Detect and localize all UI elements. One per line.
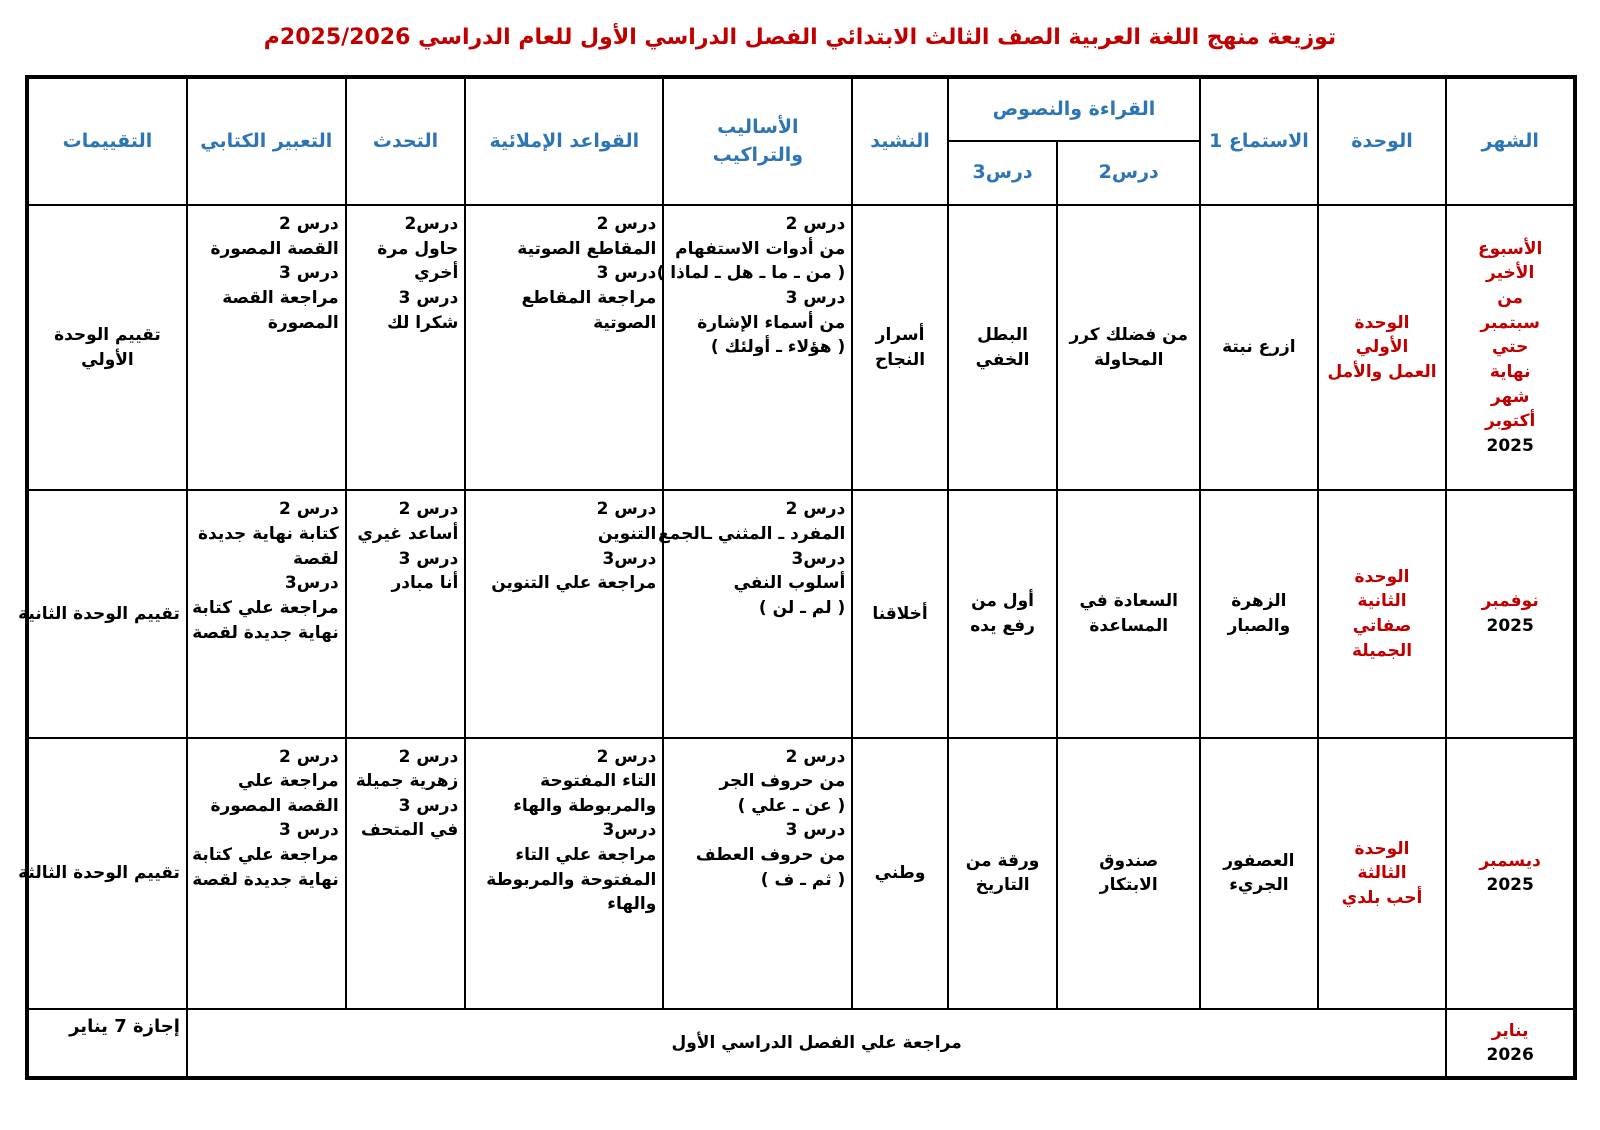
reading-lesson2-cell — [1057, 205, 1200, 490]
writing-cell — [187, 738, 346, 1010]
text-line: مراجعة علي كتابة — [192, 598, 339, 619]
text-line: نوفمبر — [1481, 591, 1539, 612]
header-evaluations: التقييمات — [27, 77, 187, 205]
text-line: كتابة نهاية جديدة — [197, 524, 339, 545]
text-line: من حروف العطف — [695, 845, 846, 866]
text-line: 2025 — [1486, 435, 1534, 456]
anthem-cell — [852, 738, 947, 1010]
text-line: من — [1497, 288, 1524, 309]
text-line: أكتوبر — [1485, 411, 1536, 432]
text-line: العصفور — [1223, 850, 1295, 871]
month-cell — [1446, 738, 1575, 1010]
page-title: توزيعة منهج اللغة العربية الصف الثالث الابتدائي الفصل الدراسي الأول للعام الدراسي 2025/2026م — [263, 25, 1337, 50]
text-line: درس3 — [602, 548, 657, 569]
table-row-final — [27, 1009, 1575, 1078]
text-line: النجاح — [875, 349, 926, 370]
text-line: والمربوطة والهاء — [513, 795, 657, 816]
text-line: المساعدة — [1089, 615, 1169, 636]
text-line: أخري — [414, 263, 459, 284]
text-line: تقييم الوحدة الثانية — [18, 603, 180, 624]
text-line: ديسمبر — [1479, 850, 1541, 871]
semester-review-cell: مراجعة علي الفصل الدراسي الأول — [187, 1009, 1446, 1078]
text-line: الجريء — [1229, 875, 1289, 896]
text-line: أنا مبادر — [391, 573, 459, 594]
text-line: القصة المصورة — [210, 795, 339, 816]
listening-cell — [1200, 738, 1318, 1010]
anthem-cell — [852, 205, 947, 490]
text-line: درس 3 — [278, 263, 339, 284]
header-styles: الأساليب والتراكيب — [663, 77, 852, 205]
text-line: درس 3 — [398, 287, 459, 308]
text-line: ( هؤلاء ـ أولئك ) — [710, 337, 846, 358]
text-line: الجميلة — [1351, 640, 1413, 661]
header-speaking: التحدث — [346, 77, 466, 205]
listening-cell — [1200, 205, 1318, 490]
text-line: من حروف الجر — [719, 771, 846, 792]
text-line: صندوق — [1099, 850, 1159, 871]
text-line: تقييم الوحدة — [54, 325, 161, 346]
text-line: وطني — [874, 863, 926, 884]
anthem-cell — [852, 490, 947, 737]
month-cell — [1446, 205, 1575, 490]
text-line: الابتكار — [1099, 875, 1158, 896]
evaluation-cell — [18, 738, 187, 1010]
text-line: أساعد غيري — [357, 524, 459, 545]
text-line: درس 2 — [278, 746, 339, 767]
text-line: يناير — [1491, 1020, 1529, 1041]
text-line: ازرع نبتة — [1222, 337, 1296, 358]
text-line: درس 2 — [596, 746, 657, 767]
text-line: حتي — [1491, 337, 1529, 358]
text-line: مراجعة علي التاء — [515, 845, 657, 866]
text-line: التاريخ — [975, 875, 1030, 896]
text-line: درس 2 — [398, 746, 459, 767]
text-line: الأولي — [1355, 337, 1409, 358]
text-line: والهاء — [607, 894, 657, 915]
text-line: ورقة من — [965, 850, 1040, 871]
header-month: الشهر — [1446, 77, 1575, 205]
text-line: في المتحف — [361, 820, 459, 841]
text-line: أخلاقنا — [872, 603, 928, 624]
text-line: 2025 — [1486, 875, 1534, 896]
text-line: درس 2 — [278, 214, 339, 234]
evaluation-cell — [27, 205, 187, 490]
text-line: سبتمبر — [1480, 312, 1540, 333]
text-line: أسرار — [875, 325, 925, 346]
unit-cell — [1318, 490, 1447, 737]
spelling-cell — [465, 738, 663, 1010]
text-line: أسلوب النفي — [733, 573, 846, 594]
text-line: حاول مرة — [377, 238, 459, 259]
text-line: الأخير — [1486, 263, 1535, 284]
styles-cell — [663, 738, 852, 1010]
text-line: أحب بلدي — [1341, 887, 1423, 908]
text-line: مراجعة القصة — [222, 287, 339, 308]
text-line: شهر — [1490, 386, 1530, 407]
writing-cell — [187, 205, 346, 490]
spelling-cell — [465, 490, 663, 737]
text-line: المحاولة — [1093, 349, 1164, 370]
reading-lesson3-cell — [948, 205, 1058, 490]
header-spelling: القواعد الإملائية — [465, 77, 663, 205]
text-line: ( لم ـ لن ) — [758, 598, 846, 619]
table-row — [27, 490, 1575, 737]
speaking-cell — [346, 738, 466, 1010]
text-line: درس 2 — [785, 214, 846, 234]
text-line: من أسماء الإشارة — [697, 312, 846, 333]
text-line: الوحدة — [1354, 838, 1410, 859]
text-line: درس 3 — [785, 287, 846, 308]
header-reading-lesson2: درس2 — [1057, 141, 1200, 205]
text-line: الوحدة — [1354, 312, 1410, 333]
month-cell — [1446, 1009, 1575, 1078]
text-line: مراجعة علي التنوين — [491, 573, 657, 594]
speaking-cell — [346, 490, 466, 737]
unit-cell — [1318, 205, 1447, 490]
reading-lesson3-cell — [948, 490, 1058, 737]
text-line: الوحدة — [1354, 566, 1410, 587]
reading-lesson2-cell — [1057, 490, 1200, 737]
header-writing: التعبير الكتابي — [187, 77, 346, 205]
text-line: درس3 — [284, 573, 339, 594]
text-line: التاء المفتوحة — [540, 771, 657, 792]
text-line: البطل — [977, 325, 1029, 346]
text-line: ( من ـ ما ـ هل ـ لماذا ) — [656, 263, 846, 284]
text-line: القصة المصورة — [210, 238, 339, 259]
text-line: من أدوات الاستفهام — [675, 238, 846, 259]
text-line: نهاية — [1489, 362, 1531, 383]
text-line: درس 3 — [596, 263, 657, 284]
text-line: درس 2 — [398, 499, 459, 520]
text-line: نهاية جديدة لقصة — [192, 869, 339, 890]
text-line: المقاطع الصوتية — [517, 238, 657, 259]
text-line: 2025 — [1486, 615, 1534, 636]
table-row — [27, 205, 1575, 490]
text-line: درس2 — [404, 214, 459, 234]
text-line: من فضلك كرر — [1069, 325, 1188, 346]
evaluation-cell — [18, 490, 187, 737]
curriculum-table — [18, 75, 1577, 1080]
text-line: الثالثة — [1357, 863, 1407, 884]
text-line: الأسبوع — [1477, 238, 1543, 259]
text-line: تقييم الوحدة الثالثة — [18, 863, 180, 884]
text-line: درس3 — [791, 548, 846, 569]
text-line: ( ثم ـ ف ) — [760, 869, 846, 890]
text-line: درس 2 — [596, 214, 657, 234]
text-line: الثانية — [1357, 591, 1407, 612]
text-line: مراجعة علي كتابة — [192, 845, 339, 866]
text-line: درس 2 — [278, 499, 339, 520]
month-cell — [1446, 490, 1575, 737]
text-line: درس 3 — [398, 795, 459, 816]
text-line: السعادة في — [1079, 591, 1178, 612]
header-reading: القراءة والنصوص — [948, 77, 1200, 141]
holiday-cell: إجازة 7 يناير — [27, 1009, 187, 1078]
speaking-cell — [346, 205, 466, 490]
header-reading-lesson3: درس3 — [948, 141, 1058, 205]
text-line: درس 3 — [398, 548, 459, 569]
text-line: لقصة — [293, 548, 339, 569]
writing-cell — [187, 490, 346, 737]
header-listening: الاستماع 1 — [1200, 77, 1318, 205]
styles-cell — [658, 490, 852, 737]
reading-lesson2-cell — [1057, 738, 1200, 1010]
text-line: العمل والأمل — [1327, 362, 1437, 383]
text-line: 2026 — [1486, 1045, 1534, 1066]
text-line: درس 3 — [785, 820, 846, 841]
text-line: الزهرة — [1231, 591, 1287, 612]
spelling-cell — [465, 205, 663, 490]
text-line: الخفي — [975, 349, 1030, 370]
text-line: درس 2 — [785, 746, 846, 767]
text-line: ( عن ـ علي ) — [737, 795, 846, 816]
text-line: الأولي — [81, 349, 134, 370]
text-line: نهاية جديدة لقصة — [192, 622, 339, 643]
header-unit: الوحدة — [1318, 77, 1447, 205]
text-line: درس 2 — [785, 499, 846, 520]
text-line: رفع يده — [970, 615, 1035, 636]
listening-cell — [1200, 490, 1318, 737]
text-line: زهرية جميلة — [355, 771, 459, 792]
text-line: درس3 — [602, 820, 657, 841]
text-line: والصبار — [1227, 615, 1291, 636]
text-line: المصورة — [267, 312, 339, 333]
text-line: مراجعة علي — [237, 771, 339, 792]
text-line: أول من — [971, 591, 1035, 612]
text-line: الصوتية — [593, 312, 657, 333]
text-line: شكرا لك — [387, 312, 459, 333]
text-line: المفتوحة والمربوطة — [486, 869, 657, 890]
unit-cell — [1318, 738, 1447, 1010]
header-anthem: النشيد — [852, 77, 947, 205]
text-line: درس 3 — [278, 820, 339, 841]
table-row — [27, 738, 1575, 1010]
text-line: درس 2 — [596, 499, 657, 520]
text-line: صفاتي — [1352, 615, 1412, 636]
reading-lesson3-cell — [948, 738, 1058, 1010]
styles-cell — [656, 205, 852, 490]
text-line: التنوين — [597, 524, 657, 545]
text-line: مراجعة المقاطع — [521, 287, 657, 308]
text-line: المفرد ـ المثني ـالجمع — [658, 524, 846, 545]
